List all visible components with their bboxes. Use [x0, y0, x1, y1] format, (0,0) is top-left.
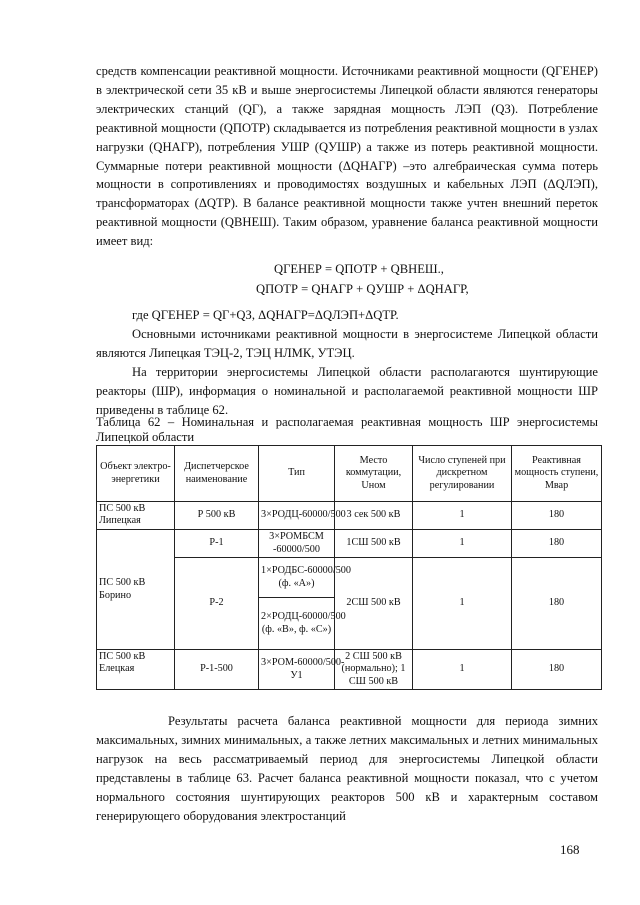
cell-object: ПС 500 кВ Липецкая [97, 502, 175, 530]
page-number: 168 [560, 842, 580, 857]
cell-type: 3×РОМБСМ -60000/500 [259, 530, 335, 558]
header-switching-place: Место коммутации, Uном [335, 446, 413, 502]
cell-name: Р-1 [175, 530, 259, 558]
cell-place: 2 СШ 500 кВ (нормально); 1 СШ 500 кВ [335, 650, 413, 690]
cell-name: Р-2 [175, 558, 259, 650]
cell-steps: 1 [413, 558, 512, 650]
paragraph-main-sources: Основными источниками реактивной мощности в энергосистеме Липецкой области являются Липецкая ТЭЦ-2, ТЭЦ НЛМК, УТЭЦ. [96, 327, 598, 360]
cell-name: Р-1-500 [175, 650, 259, 690]
cell-type: 1×РОДБС-60000/500 (ф. «А») [259, 558, 335, 598]
cell-place: 1СШ 500 кВ [335, 530, 413, 558]
cell-place: 2СШ 500 кВ [335, 558, 413, 650]
header-steps: Число ступеней при дискретном регулировании [413, 446, 512, 502]
cell-place: 3 сек 500 кВ [335, 502, 413, 530]
cell-power: 180 [512, 530, 602, 558]
paragraph-balance-results: Результаты расчета баланса реактивной мощности для периода зимних максимальных, зимних минимальных, а также летних максимальных и летних минимальных нагрузок на весь рассматриваемый период для энергосистемы Липецкой области представлены в таблице 63. Расчет баланса реактивной мощности показал, что с учетом нормального состояния шунтирующих реакторов 500 кВ и характерным составом генерирующего оборудования электростанций [96, 714, 598, 823]
cell-name: Р 500 кВ [175, 502, 259, 530]
paragraph-shunt-reactors: На территории энергосистемы Липецкой области располагаются шунтирующие реакторы (ШР), информация о номинальной и располагаемой реактивной мощности ШР приведены в таблице 62. [96, 365, 598, 417]
equation-definitions: где QГЕНЕР = QГ+QЗ, ΔQНАГР=ΔQЛЭП+ΔQТР. [132, 308, 399, 322]
cell-steps: 1 [413, 650, 512, 690]
header-dispatch-name: Диспетчерское наименование [175, 446, 259, 502]
header-type: Тип [259, 446, 335, 502]
cell-power: 180 [512, 502, 602, 530]
paragraph-reactive-sources: средств компенсации реактивной мощности. Источниками реактивной мощности (QГЕНЕР) в электрической сети 35 кВ и выше энергосистемы Липецкой области являются генераторы электрических станций (QГ), а также зарядная мощность ЛЭП (QЗ). Потребление реактивной мощности (QПОТР) складывается из потребления реактивной мощности в узлах нагрузки (QНАГР), потребления УШР (QУШР) а также из потерь реактивной мощности. Суммарные потери реактивной мощности (ΔQНАГР) –это алгебраическая сумма потерь мощности в сопротивлениях и проводимостях воздушных и кабельных ЛЭП (ΔQЛЭП), трансформаторах (ΔQТР). В балансе реактивной мощности также учтен внешний переток реактивной мощности (QВНЕШ). Таким образом, уравнение баланса реактивной мощности имеет вид: [96, 64, 598, 249]
equation-generation-balance: QГЕНЕР = QПОТР + QВНЕШ., [274, 262, 444, 276]
header-object: Объект электро-энергетики [97, 446, 175, 502]
table-row [97, 502, 602, 530]
cell-steps: 1 [413, 530, 512, 558]
cell-object: ПС 500 кВ Борино [97, 530, 175, 650]
equation-consumption-balance: QПОТР = QНАГР + QУШР + ΔQНАГР, [256, 282, 469, 296]
cell-type: 3×РОМ-60000/500-У1 [259, 650, 335, 690]
cell-steps: 1 [413, 502, 512, 530]
table-caption: Таблица 62 – Номинальная и располагаемая реактивная мощность ШР энергосистемы Липецкой области [96, 415, 598, 444]
header-step-power: Реактивная мощность ступени, Мвар [512, 446, 602, 502]
cell-type: 2×РОДЦ-60000/500 (ф. «В», ф. «С») [259, 598, 335, 650]
table-header-row [97, 446, 602, 502]
cell-type: 3×РОДЦ-60000/500 [259, 502, 335, 530]
cell-object: ПС 500 кВ Елецкая [97, 650, 175, 690]
table-row [97, 650, 602, 690]
table-row [97, 530, 602, 558]
cell-power: 180 [512, 558, 602, 650]
cell-power: 180 [512, 650, 602, 690]
shunt-reactor-table [96, 445, 602, 690]
